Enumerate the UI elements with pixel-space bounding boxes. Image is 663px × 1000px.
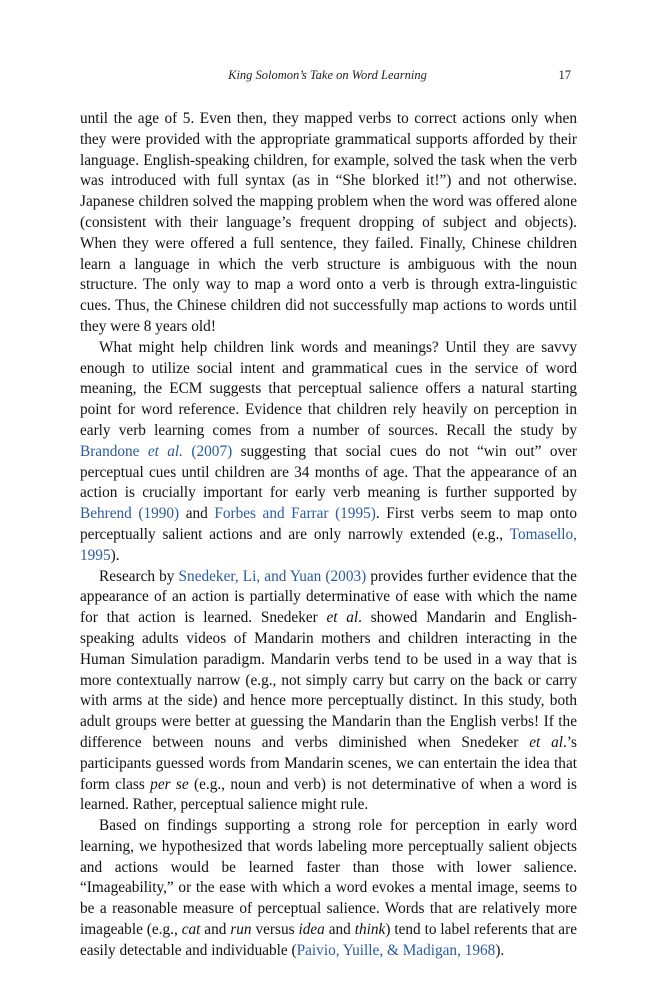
text-run: (e.g., noun and verb) is not determinative of when a word is learned. Rather, perceptual salience might rule. bbox=[80, 775, 577, 814]
emphasis-text: per se bbox=[150, 775, 189, 793]
citation-link[interactable]: Paivio, Yuille, & Madigan, 1968 bbox=[296, 941, 496, 959]
citation-link[interactable]: Tomasello, 1995 bbox=[80, 525, 577, 564]
running-title: King Solomon’s Take on Word Learning bbox=[228, 68, 427, 82]
text-run: and bbox=[324, 921, 355, 939]
emphasis-text: et al bbox=[326, 609, 359, 627]
citation-link[interactable]: Brandone bbox=[80, 442, 148, 460]
page-number: 17 bbox=[558, 68, 571, 82]
paragraph bbox=[80, 109, 577, 338]
text-run: until the age of 5. Even then, they mapped verbs to correct actions only when they were provided with the appropriate grammatical supports afforded by their language. English-speaking children, for example, solved the task when the verb was introduced with full syntax (as in “She blorked it!”) and not otherwise. Japanese children solved the mapping problem when the word was offered alone (consistent with their language’s frequent dropping of subject and objects). When they were offered a full sentence, they failed. Finally, Chinese children learn a language in which the verb structure is ambiguous with the noun structure. The only way to map a word onto a verb is through extra-linguistic cues. Thus, the Chinese children did not successfully map actions to words until they were 8 years old! bbox=[80, 110, 577, 335]
text-run: provides further evidence that the appearance of an action is partially determinative of ease with which the name for that action is learned. Snedeker bbox=[80, 567, 577, 627]
citation-link[interactable]: Forbes and Farrar (1995) bbox=[214, 505, 376, 523]
emphasis-text: cat bbox=[181, 921, 201, 939]
paragraph bbox=[80, 567, 577, 817]
emphasis-text: run bbox=[230, 921, 252, 939]
text-run: ). bbox=[110, 546, 120, 564]
paragraph bbox=[80, 338, 577, 567]
text-run: versus bbox=[251, 921, 299, 939]
text-run: . showed Mandarin and English-speaking adults videos of Mandarin mothers and children interacting in the Human Simulation paradigm. Mandarin verbs tend to be used in a way that is more contextually narrow (e.g., not simply carry but carry on the back or carry with arms at the side) and hence more perceptually distinct. In this study, both adult groups were better at guessing the Mandarin than the English verbs! If the difference between nouns and verbs diminished when Snedeker bbox=[80, 609, 577, 751]
emphasis-text: think bbox=[354, 921, 386, 939]
running-header bbox=[80, 68, 575, 90]
citation-link[interactable]: Behrend (1990) bbox=[80, 505, 180, 523]
text-run: suggesting that social cues do not “win out” over perceptual cues until children are 34 months of age. That the appearance of an action is crucially important for early verb meaning is further supported by bbox=[80, 442, 577, 502]
citation-link[interactable]: et al. bbox=[147, 442, 184, 460]
emphasis-text: et al bbox=[529, 733, 563, 751]
body-text bbox=[80, 109, 577, 962]
citation-link[interactable]: (2007) bbox=[183, 442, 233, 460]
text-run: ) tend to label referents that are easily detectable and individuable ( bbox=[80, 921, 577, 959]
text-run: Research by bbox=[99, 567, 179, 585]
emphasis-text: idea bbox=[298, 921, 325, 939]
text-run: Based on findings supporting a strong role for perception in early word learning, we hypothesized that words labeling more perceptually salient objects and actions would be learned faster than those with lower salience. “Imageability,” or the ease with which a word evokes a mental image, seems to be a reasonable measure of perceptual salience. Words that are relatively more imageable (e.g., bbox=[80, 817, 577, 939]
text-run: What might help children link words and meanings? Until they are savvy enough to utilize social intent and grammatical cues in the service of word meaning, the ECM suggests that perceptual salience offers a natural starting point for word reference. Evidence that children rely heavily on perception in early verb learning comes from a number of sources. Recall the study by bbox=[80, 338, 577, 439]
text-run: . First verbs seem to map onto perceptually salient actions and are only narrowly extended (e.g., bbox=[80, 505, 577, 543]
text-run: .’s participants guessed words from Mandarin scenes, we can entertain the idea that form class bbox=[80, 733, 577, 793]
citation-link[interactable]: Snedeker, Li, and Yuan (2003) bbox=[178, 567, 367, 585]
paragraph bbox=[80, 816, 577, 962]
text-run: and bbox=[179, 505, 215, 523]
text-run: and bbox=[200, 921, 231, 939]
text-run: ). bbox=[495, 941, 505, 959]
